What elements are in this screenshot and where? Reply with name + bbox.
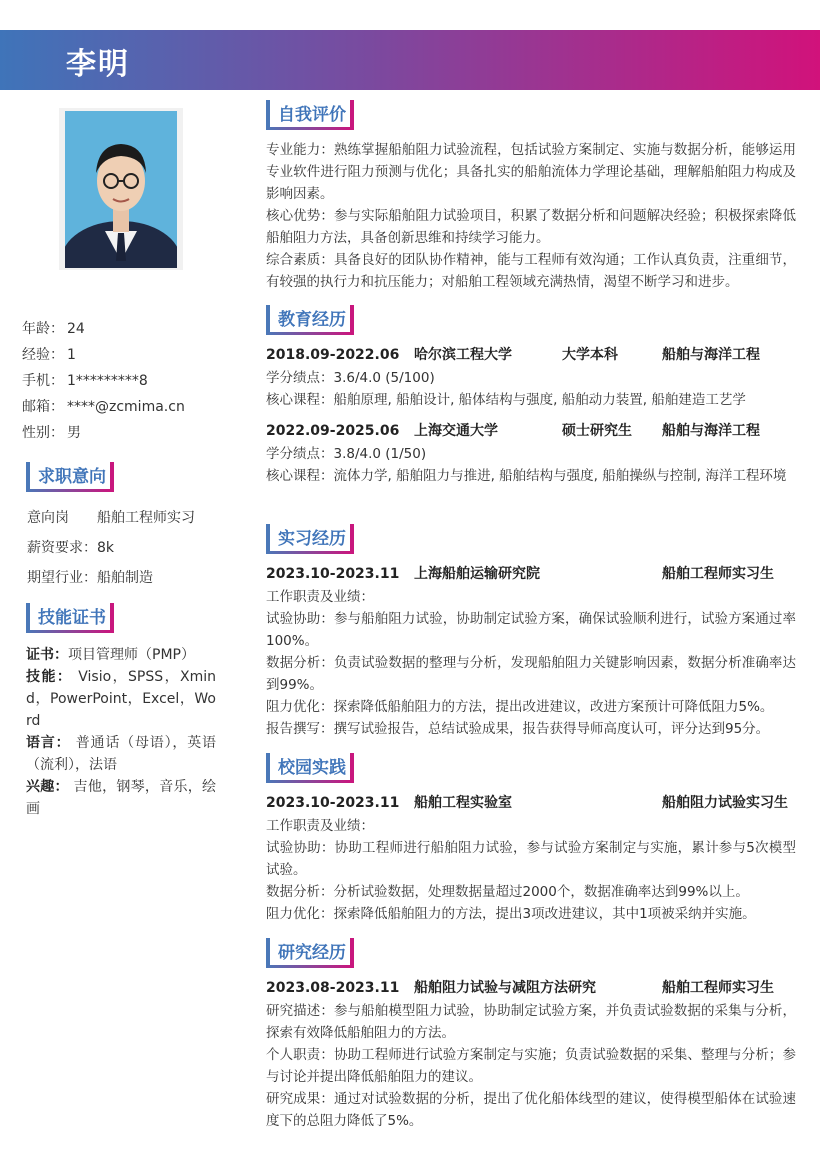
intern-para: 报告撰写：撰写试验报告，总结试验成果，报告获得导师高度认可，评分达到95分。 <box>266 721 770 737</box>
edu-school: 上海交通大学 <box>414 423 498 439</box>
research-para: 研究描述：参与船舶模型阻力试验，协助制定试验方案，并负责试验数据的采集与分析，探索有效降低船舶阻力的方法。 <box>266 1003 796 1041</box>
section-title-intent: 求职意向 <box>26 462 114 492</box>
education-entry-header <box>266 419 796 443</box>
research-body <box>266 976 796 1132</box>
education-body <box>266 343 796 487</box>
skills-list <box>26 644 216 820</box>
campus-role: 船舶阻力试验实习生 <box>662 795 788 811</box>
research-para: 研究成果：通过对试验数据的分析，提出了优化船体线型的建议，使得模型船体在试验速度下的总阻力降低了5%。 <box>266 1091 796 1129</box>
section-title-campus: 校园实践 <box>266 753 354 783</box>
candidate-name: 李明 <box>66 47 130 82</box>
edu-gpa: 学分绩点：3.6/4.0 (5/100) <box>266 370 435 386</box>
section-title-research: 研究经历 <box>266 938 354 968</box>
job-intent <box>27 505 227 595</box>
research-org: 船舶阻力试验与减阻方法研究 <box>414 980 596 996</box>
profile-photo <box>59 108 183 270</box>
section-title-internship: 实习经历 <box>266 524 354 554</box>
education-entry-header <box>266 343 796 367</box>
internship-body <box>266 562 796 740</box>
research-header <box>266 976 796 1000</box>
skill-certificate: 证书：项目管理师（PMP） <box>26 647 195 663</box>
intern-org: 上海船舶运输研究院 <box>414 566 540 582</box>
personal-info <box>22 316 222 446</box>
campus-org: 船舶工程实验室 <box>414 795 512 811</box>
intent-industry: 期望行业：船舶制造 <box>27 570 153 586</box>
skill-interests: 兴趣： 吉他，钢琴，音乐，绘画 <box>26 779 217 817</box>
edu-gpa: 学分绩点：3.8/4.0 (1/50) <box>266 446 427 462</box>
info-phone: 手机： 1*********8 <box>22 373 148 389</box>
campus-date: 2023.10-2023.11 <box>266 795 400 811</box>
research-role: 船舶工程师实习生 <box>662 980 774 996</box>
self-eval-para: 专业能力：熟练掌握船舶阻力试验流程，包括试验方案制定、实施与数据分析，能够运用专业软件进行阻力预测与优化；具备扎实的船舶流体力学理论基础，理解船舶阻力构成及影响因素。 <box>266 142 796 202</box>
campus-para: 阻力优化：探索降低船舶阻力的方法，提出3项改进建议，其中1项被采纳并实施。 <box>266 906 756 922</box>
self-eval-para: 核心优势：参与实际船舶阻力试验项目，积累了数据分析和问题解决经验；积极探索降低船舶阻力方法，具备创新思维和持续学习能力。 <box>266 208 796 246</box>
edu-major: 船舶与海洋工程 <box>662 347 760 363</box>
edu-school: 哈尔滨工程大学 <box>414 347 512 363</box>
header-banner <box>0 30 820 90</box>
intern-para: 工作职责及业绩： <box>266 589 374 605</box>
info-gender: 性别： 男 <box>22 425 81 441</box>
intern-para: 阻力优化：探索降低船舶阻力的方法，提出改进建议，改进方案预计可降低阻力5%。 <box>266 699 774 715</box>
self-eval-body <box>266 139 796 293</box>
edu-major: 船舶与海洋工程 <box>662 423 760 439</box>
info-email: 邮箱： ****@zcmima.cn <box>22 399 185 415</box>
research-para: 个人职责：协助工程师进行试验方案制定与实施；负责试验数据的采集、整理与分析；参与讨论并提出降低船舶阻力的建议。 <box>266 1047 796 1085</box>
edu-courses: 核心课程：船舶原理, 船舶设计, 船体结构与强度, 船舶动力装置, 船舶建造工艺学 <box>266 392 746 408</box>
intent-salary: 薪资要求：8k <box>27 540 115 556</box>
intent-position: 意向岗 船舶工程师实习 <box>27 510 195 526</box>
section-title-skills: 技能证书 <box>26 603 114 633</box>
skill-software: 技能： Visio，SPSS，Xmind，PowerPoint，Excel，Word <box>26 669 217 729</box>
info-age: 年龄： 24 <box>22 321 85 337</box>
info-experience: 经验： 1 <box>22 347 76 363</box>
campus-para: 数据分析：分析试验数据，处理数据量超过2000个，数据准确率达到99%以上。 <box>266 884 749 900</box>
research-date: 2023.08-2023.11 <box>266 980 400 996</box>
intern-role: 船舶工程师实习生 <box>662 566 774 582</box>
edu-date: 2022.09-2025.06 <box>266 423 400 439</box>
campus-body <box>266 791 796 925</box>
campus-para: 试验协助：协助工程师进行船舶阻力试验，参与试验方案制定与实施，累计参与5次模型试验。 <box>266 840 796 878</box>
self-eval-para: 综合素质：具备良好的团队协作精神，能与工程师有效沟通；工作认真负责，注重细节，有较强的执行力和抗压能力；对船舶工程领域充满热情，渴望不断学习和进步。 <box>266 252 796 290</box>
internship-header <box>266 562 796 586</box>
skill-language: 语言： 普通话（母语），英语（流利），法语 <box>26 735 217 773</box>
edu-courses: 核心课程：流体力学, 船舶阻力与推进, 船舶结构与强度, 船舶操纵与控制, 海洋工程环境 <box>266 468 787 484</box>
campus-header <box>266 791 796 815</box>
campus-para: 工作职责及业绩： <box>266 818 374 834</box>
intern-para: 数据分析：负责试验数据的整理与分析，发现船舶阻力关键影响因素，数据分析准确率达到99%。 <box>266 655 796 693</box>
section-title-self-eval: 自我评价 <box>266 100 354 130</box>
section-title-education: 教育经历 <box>266 305 354 335</box>
portrait-image <box>65 111 177 268</box>
edu-degree: 大学本科 <box>562 347 618 363</box>
intern-date: 2023.10-2023.11 <box>266 566 400 582</box>
edu-degree: 硕士研究生 <box>562 423 632 439</box>
intern-para: 试验协助：参与船舶阻力试验，协助制定试验方案，确保试验顺利进行，试验方案通过率100%。 <box>266 611 796 649</box>
edu-date: 2018.09-2022.06 <box>266 347 400 363</box>
